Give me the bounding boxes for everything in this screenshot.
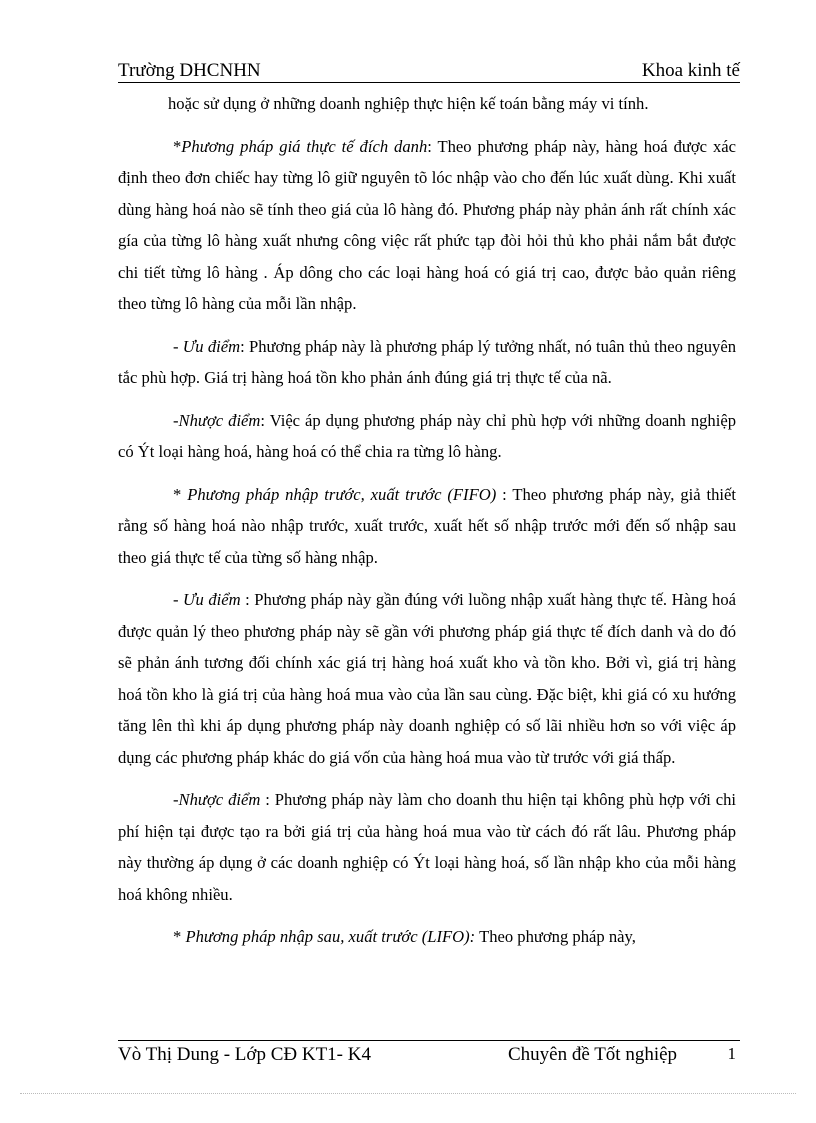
header-faculty: Khoa kinh tế bbox=[641, 60, 740, 81]
advantage-label: - Ưu điểm bbox=[173, 590, 241, 609]
method-title: Phương pháp nhập sau, xuất trước (LIFO): bbox=[185, 927, 476, 946]
page-number: 1 bbox=[727, 1044, 736, 1063]
footer-author: Vò Thị Dung - Lớp CĐ KT1- K4 bbox=[118, 1044, 371, 1065]
page-footer bbox=[118, 1040, 740, 1067]
paragraph-specific-identification: *Phương pháp giá thực tế đích danh: Theo phương pháp này, hàng hoá được xác định theo đơn chiếc hay từng lô giữ nguyên tõ lóc nhập vào cho đến lúc xuất dùng. Khi xuất dùng hàng hoá nào sẽ tính theo giá của lô hàng đó. Phương pháp này phản ánh rất chính xác gía của từng lô hàng xuất nhưng công việc rất phức tạp đòi hỏi thủ kho phải nắm bắt được chi tiết từng lô hàng . Áp dông cho các loại hàng hoá có giá trị cao, được bảo quản riêng theo từng lô hàng của mỗi lần nhập. bbox=[118, 136, 736, 313]
bullet-star: * bbox=[173, 484, 182, 504]
bullet-star: * bbox=[173, 136, 182, 156]
bullet-star: * bbox=[173, 927, 182, 946]
disadvantage-label: Nhược điểm bbox=[178, 790, 261, 809]
page-bottom-divider bbox=[20, 1093, 796, 1094]
paragraph-advantage-1: - Ưu điểm: Phương pháp này là phương pháp lý tưởng nhất, nó tuân thủ theo nguyên tắc phù hợp. Giá trị hàng hoá tồn kho phản ánh đúng giá trị thực tế của nã. bbox=[118, 336, 736, 387]
footer-title: Chuyên đề Tốt nghiệp bbox=[508, 1044, 678, 1065]
paragraph-disadvantage-2: -Nhược điểm : Phương pháp này làm cho doanh thu hiện tại không phù hợp với chi phí hiện tại được tạo ra bởi giá trị của hàng hoá mua vào từ cách đó rất lâu. Phương pháp này thường áp dụng ở các doanh nghiệp có Ýt loại hàng hoá, số lần nhập kho của mỗi hàng hoá không nhiều. bbox=[118, 790, 736, 904]
header-school: Trường DHCNHN bbox=[118, 60, 261, 81]
paragraph-disadvantage-1: -Nhược điểm: Việc áp dụng phương pháp này chỉ phù hợp với những doanh nghiệp có Ýt loại hàng hoá, hàng hoá có thể chia ra từng lô hàng. bbox=[118, 410, 737, 461]
document-body bbox=[118, 88, 736, 964]
advantage-label: - Ưu điểm bbox=[173, 336, 241, 356]
method-title: Phương pháp giá thực tế đích danh bbox=[181, 136, 428, 156]
paragraph-continuation: hoặc sử dụng ở những doanh nghiệp thực hiện kế toán bằng máy vi tính. bbox=[168, 94, 649, 113]
paragraph-fifo: * Phương pháp nhập trước, xuất trước (FIFO) : Theo phương pháp này, giả thiết rằng số hàng hoá nào nhập trước, xuất trước, xuất hết số nhập trước mới đến số nhập sau theo giá thực tế của từng số hàng nhập. bbox=[118, 484, 736, 567]
page-header bbox=[118, 58, 740, 83]
disadvantage-label: Nhược điểm bbox=[178, 410, 261, 430]
paragraph-advantage-2: - Ưu điểm : Phương pháp này gần đúng với luồng nhập xuất hàng thực tế. Hàng hoá được quản lý theo phương pháp này sẽ gần với phương pháp giá thực tế đích danh và do đó sẽ phản ánh tương đối chính xác giá trị hàng hoá xuất kho và tồn kho. Bởi vì, giá trị hàng hoá tồn kho là giá trị của hàng hoá mua vào của lần sau cùng. Đặc biệt, khi giá có xu hướng tăng lên thì khi áp dụng phương pháp này doanh nghiệp có số lãi nhiều hơn so với việc áp dụng các phương pháp khác do giá vốn của hàng hoá mua vào từ trước với giá thấp. bbox=[118, 590, 737, 767]
method-title: Phương pháp nhập trước, xuất trước (FIFO) bbox=[187, 484, 497, 504]
paragraph-lifo: * Phương pháp nhập sau, xuất trước (LIFO): Theo phương pháp này, bbox=[173, 927, 636, 946]
